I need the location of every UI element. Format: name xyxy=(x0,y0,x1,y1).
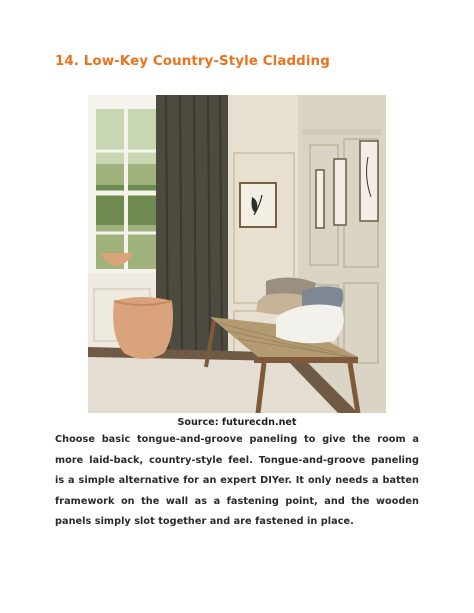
section-heading: 14. Low-Key Country-Style Cladding xyxy=(55,54,330,69)
image-caption: Source: futurecdn.net xyxy=(177,417,297,428)
body-paragraph: Choose basic tongue-and-groove paneling to give the room a more laid-back, country-style feel. Tongue-and-groove paneling is a simple alternative for an expert DIYer. It only needs a batten framework on the wall as a fastening point, and the wooden panels simply slot together and are fastened in place. xyxy=(55,434,419,528)
room-photo xyxy=(88,95,386,413)
